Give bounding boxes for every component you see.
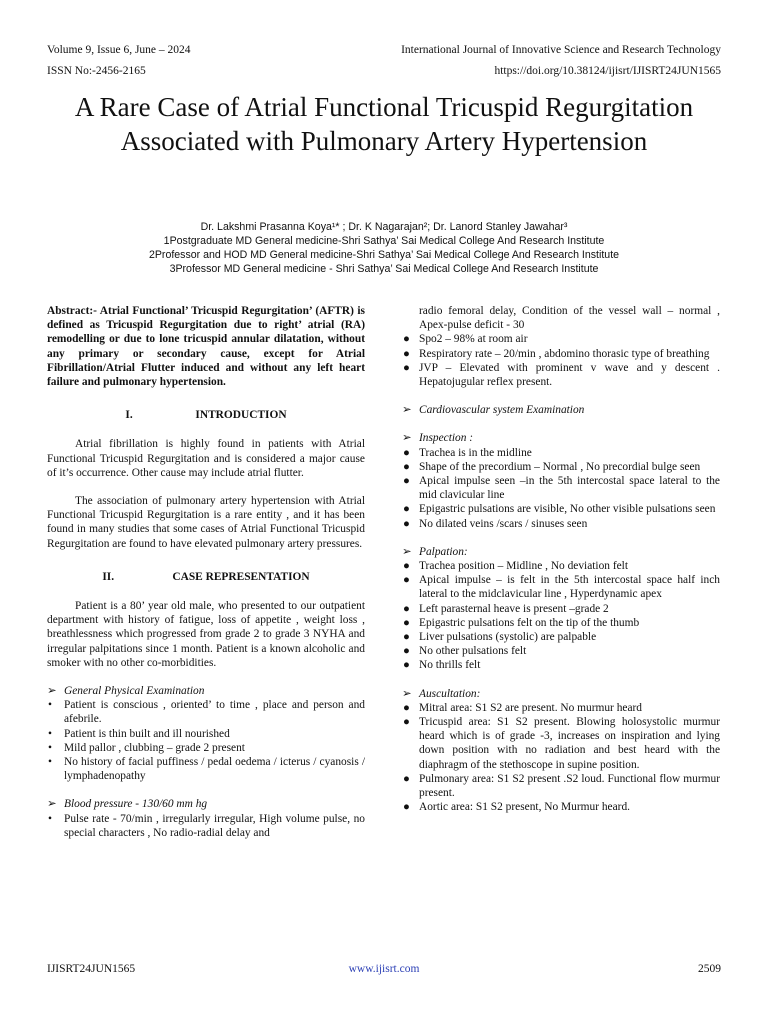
section-number: II. [102, 570, 115, 583]
section-number: I. [125, 409, 133, 422]
bullet-icon: ● [403, 446, 410, 459]
list-item: • Patient is thin built and ill nourished [48, 727, 230, 740]
list-item: ● Trachea position – Midline , No deviation felt [403, 560, 629, 573]
bullet-icon: ● [403, 560, 410, 573]
list-item: • Mild pallor , clubbing – grade 2 present [48, 741, 245, 754]
list-item: ● Shape of the precordium – Normal , No precordial bulge seen [403, 460, 701, 473]
affiliation-3: 3Professor MD General medicine - Shri Sathya’ Sai Medical College And Research Institute [169, 263, 599, 275]
affiliation-1: 1Postgraduate MD General medicine-Shri Sathya’ Sai Medical College And Research Institute [163, 235, 605, 247]
subheading-text: Palpation: [419, 545, 468, 558]
section-title: INTRODUCTION [195, 409, 287, 422]
list-item: ● Spo2 – 98% at room air [403, 333, 528, 346]
footer-code: IJISRT24JUN1565 [47, 963, 136, 975]
palpation-list [402, 559, 720, 673]
bullet-icon: ● [403, 361, 410, 374]
vitals-list-right [402, 332, 720, 389]
page-number: 2509 [698, 963, 721, 975]
list-item: • Pulse rate - 70/min , irregularly irregular, High volume pulse, no special characters , No radio-radial delay and [48, 812, 365, 839]
bullet-icon: ● [403, 333, 410, 346]
abstract: Abstract:- Atrial Functional’ Tricuspid Regurgitation’ (AFTR) is defined as Tricuspid Regurgitation due to right’ atrial (RA) remodelling or due to lone tricuspid annular dilatation, without any primary or secondary cause, except for Atrial Fibrillation/Atrial Flutter induced and without any left heart failure and pulmonary hypertension. [47, 305, 365, 389]
arrow-bullet-icon: ➢ [47, 685, 57, 698]
subheading-blood-pressure [47, 797, 365, 811]
bullet-icon: ● [403, 517, 410, 530]
right-column [402, 304, 720, 815]
bullet-icon: ● [403, 772, 410, 785]
case-paragraph: Patient is a 80’ year old male, who presented to our outpatient department with history of fatigue, loss of appetite , weight loss , breathlessness which progressed from grade 2 to grade 3 NYHA and irregular palpitations since 1 month. Patient is a known alcoholic and smoker with no other co-morbidities. [47, 600, 365, 669]
subheading-text: Cardiovascular system Examination [419, 404, 585, 417]
arrow-bullet-icon: ➢ [47, 798, 57, 811]
list-item: ● Tricuspid area: S1 S2 present. Blowing holosystolic murmur heard which is of grade -3, increases on inspiration and lying down position with no radiation and best heard with the diaphragm of the stethoscope in supine position. [403, 716, 720, 771]
authors-block [40, 220, 728, 276]
bullet-icon: ● [403, 574, 410, 587]
bullet-icon: ● [403, 631, 410, 644]
inspection-list [402, 446, 720, 531]
list-item: ● Pulmonary area: S1 S2 present .S2 loud. Functional flow murmur present. [403, 772, 720, 800]
list-item: • Patient is conscious , oriented’ to time , place and person and afebrile. [48, 699, 365, 726]
continued-text: radio femoral delay, Condition of the vessel wall – normal , Apex-pulse deficit - 30 [419, 305, 720, 332]
arrow-bullet-icon: ➢ [402, 687, 412, 700]
subheading-text: General Physical Examination [64, 685, 205, 698]
bullet-icon: • [48, 741, 52, 754]
general-exam-list [47, 698, 365, 783]
bullet-icon: ● [403, 716, 410, 729]
bullet-icon: ● [403, 801, 410, 814]
list-item: ● Apical impulse seen –in the 5th intercostal space lateral to the mid clavicular line [403, 475, 720, 502]
bullet-icon: • [48, 699, 52, 712]
subheading-inspection [402, 431, 720, 445]
bullet-icon: ● [403, 460, 410, 473]
intro-paragraph-2: The association of pulmonary artery hypertension with Atrial Functional Tricuspid Regurgitation is a rare entity , and it has been found in many studies that some cases of Atrial Functional Tricuspid Regurgitation are found to have elevated pulmonary artery pressures. [47, 495, 365, 550]
intro-paragraph-1: Atrial fibrillation is highly found in patients with Atrial Functional Tricuspid Regurgitation and is considered a major cause of it’s occurrence. Other cause may include atrial flutter. [47, 438, 365, 479]
left-column [47, 304, 365, 840]
list-item: ● Liver pulsations (systolic) are palpable [403, 631, 597, 644]
list-item: ● Epigastric pulsations felt on the tip of the thumb [403, 616, 640, 629]
bullet-icon: ● [403, 701, 410, 714]
bullet-icon: ● [403, 602, 410, 615]
section-heading-introduction [47, 408, 365, 422]
list-item: ● Respiratory rate – 20/min , abdomino thorasic type of breathing [403, 347, 710, 360]
list-item: ● Left parasternal heave is present –grade 2 [403, 602, 609, 615]
arrow-bullet-icon: ➢ [402, 432, 412, 445]
list-item: ● Apical impulse – is felt in the 5th intercostal space half inch lateral to the midclavicular line , Hyperdynamic apex [403, 574, 720, 601]
bullet-icon: • [48, 812, 52, 825]
section-heading-case [47, 570, 365, 584]
bullet-icon: ● [403, 475, 410, 488]
list-item: ● JVP – Elevated with prominent v wave and y descent . Hepatojugular reflex present. [403, 361, 720, 389]
list-item: ● Aortic area: S1 S2 present, No Murmur heard. [403, 801, 630, 814]
journal-volume: Volume 9, Issue 6, June – 2024 [47, 44, 191, 56]
footer-site-link[interactable]: www.ijisrt.com [348, 963, 420, 975]
bullet-icon: ● [403, 616, 410, 629]
arrow-bullet-icon: ➢ [402, 404, 412, 417]
subheading-text: Inspection : [419, 432, 474, 445]
bullet-icon: ● [403, 347, 410, 360]
list-item: ● Epigastric pulsations are visible, No other visible pulsations seen [403, 503, 716, 516]
list-item: ● Trachea is in the midline [403, 446, 532, 459]
subheading-general-exam [47, 684, 365, 698]
list-item: • No history of facial puffiness / pedal oedema / icterus / cyanosis / lymphadenopathy [48, 756, 365, 783]
doi-link[interactable]: https://doi.org/10.38124/ijisrt/IJISRT24JUN1565 [494, 65, 721, 77]
section-title: CASE REPRESENTATION [172, 570, 310, 583]
subheading-text: Auscultation: [419, 687, 481, 700]
bullet-icon: • [48, 756, 52, 769]
subheading-text: Blood pressure - 130/60 mm hg [64, 798, 208, 811]
issn: ISSN No:-2456-2165 [47, 65, 146, 77]
arrow-bullet-icon: ➢ [402, 545, 412, 558]
list-item: ● No thrills felt [403, 659, 481, 672]
list-item: ● No other pulsations felt [403, 645, 527, 658]
subheading-palpation [402, 545, 720, 559]
bullet-icon: • [48, 727, 52, 740]
subheading-cvs-exam [402, 403, 720, 417]
bullet-icon: ● [403, 659, 410, 672]
auscultation-list [402, 701, 720, 815]
bullet-icon: ● [403, 503, 410, 516]
vitals-list-left [47, 812, 365, 840]
subheading-auscultation [402, 687, 720, 701]
affiliation-2: 2Professor and HOD MD General medicine-Shri Sathya’ Sai Medical College And Research Institute [148, 249, 620, 261]
journal-name: International Journal of Innovative Science and Research Technology [401, 44, 721, 56]
bullet-icon: ● [403, 645, 410, 658]
list-item: ● No dilated veins /scars / sinuses seen [403, 517, 588, 530]
list-item: ● Mitral area: S1 S2 are present. No murmur heard [403, 701, 642, 714]
paper-title: A Rare Case of Atrial Functional Tricuspid Regurgitation Associated with Pulmonary Artery Hypertension [74, 92, 694, 156]
author-names: Dr. Lakshmi Prasanna Koya¹* ; Dr. K Nagarajan²; Dr. Lanord Stanley Jawahar³ [200, 221, 568, 233]
